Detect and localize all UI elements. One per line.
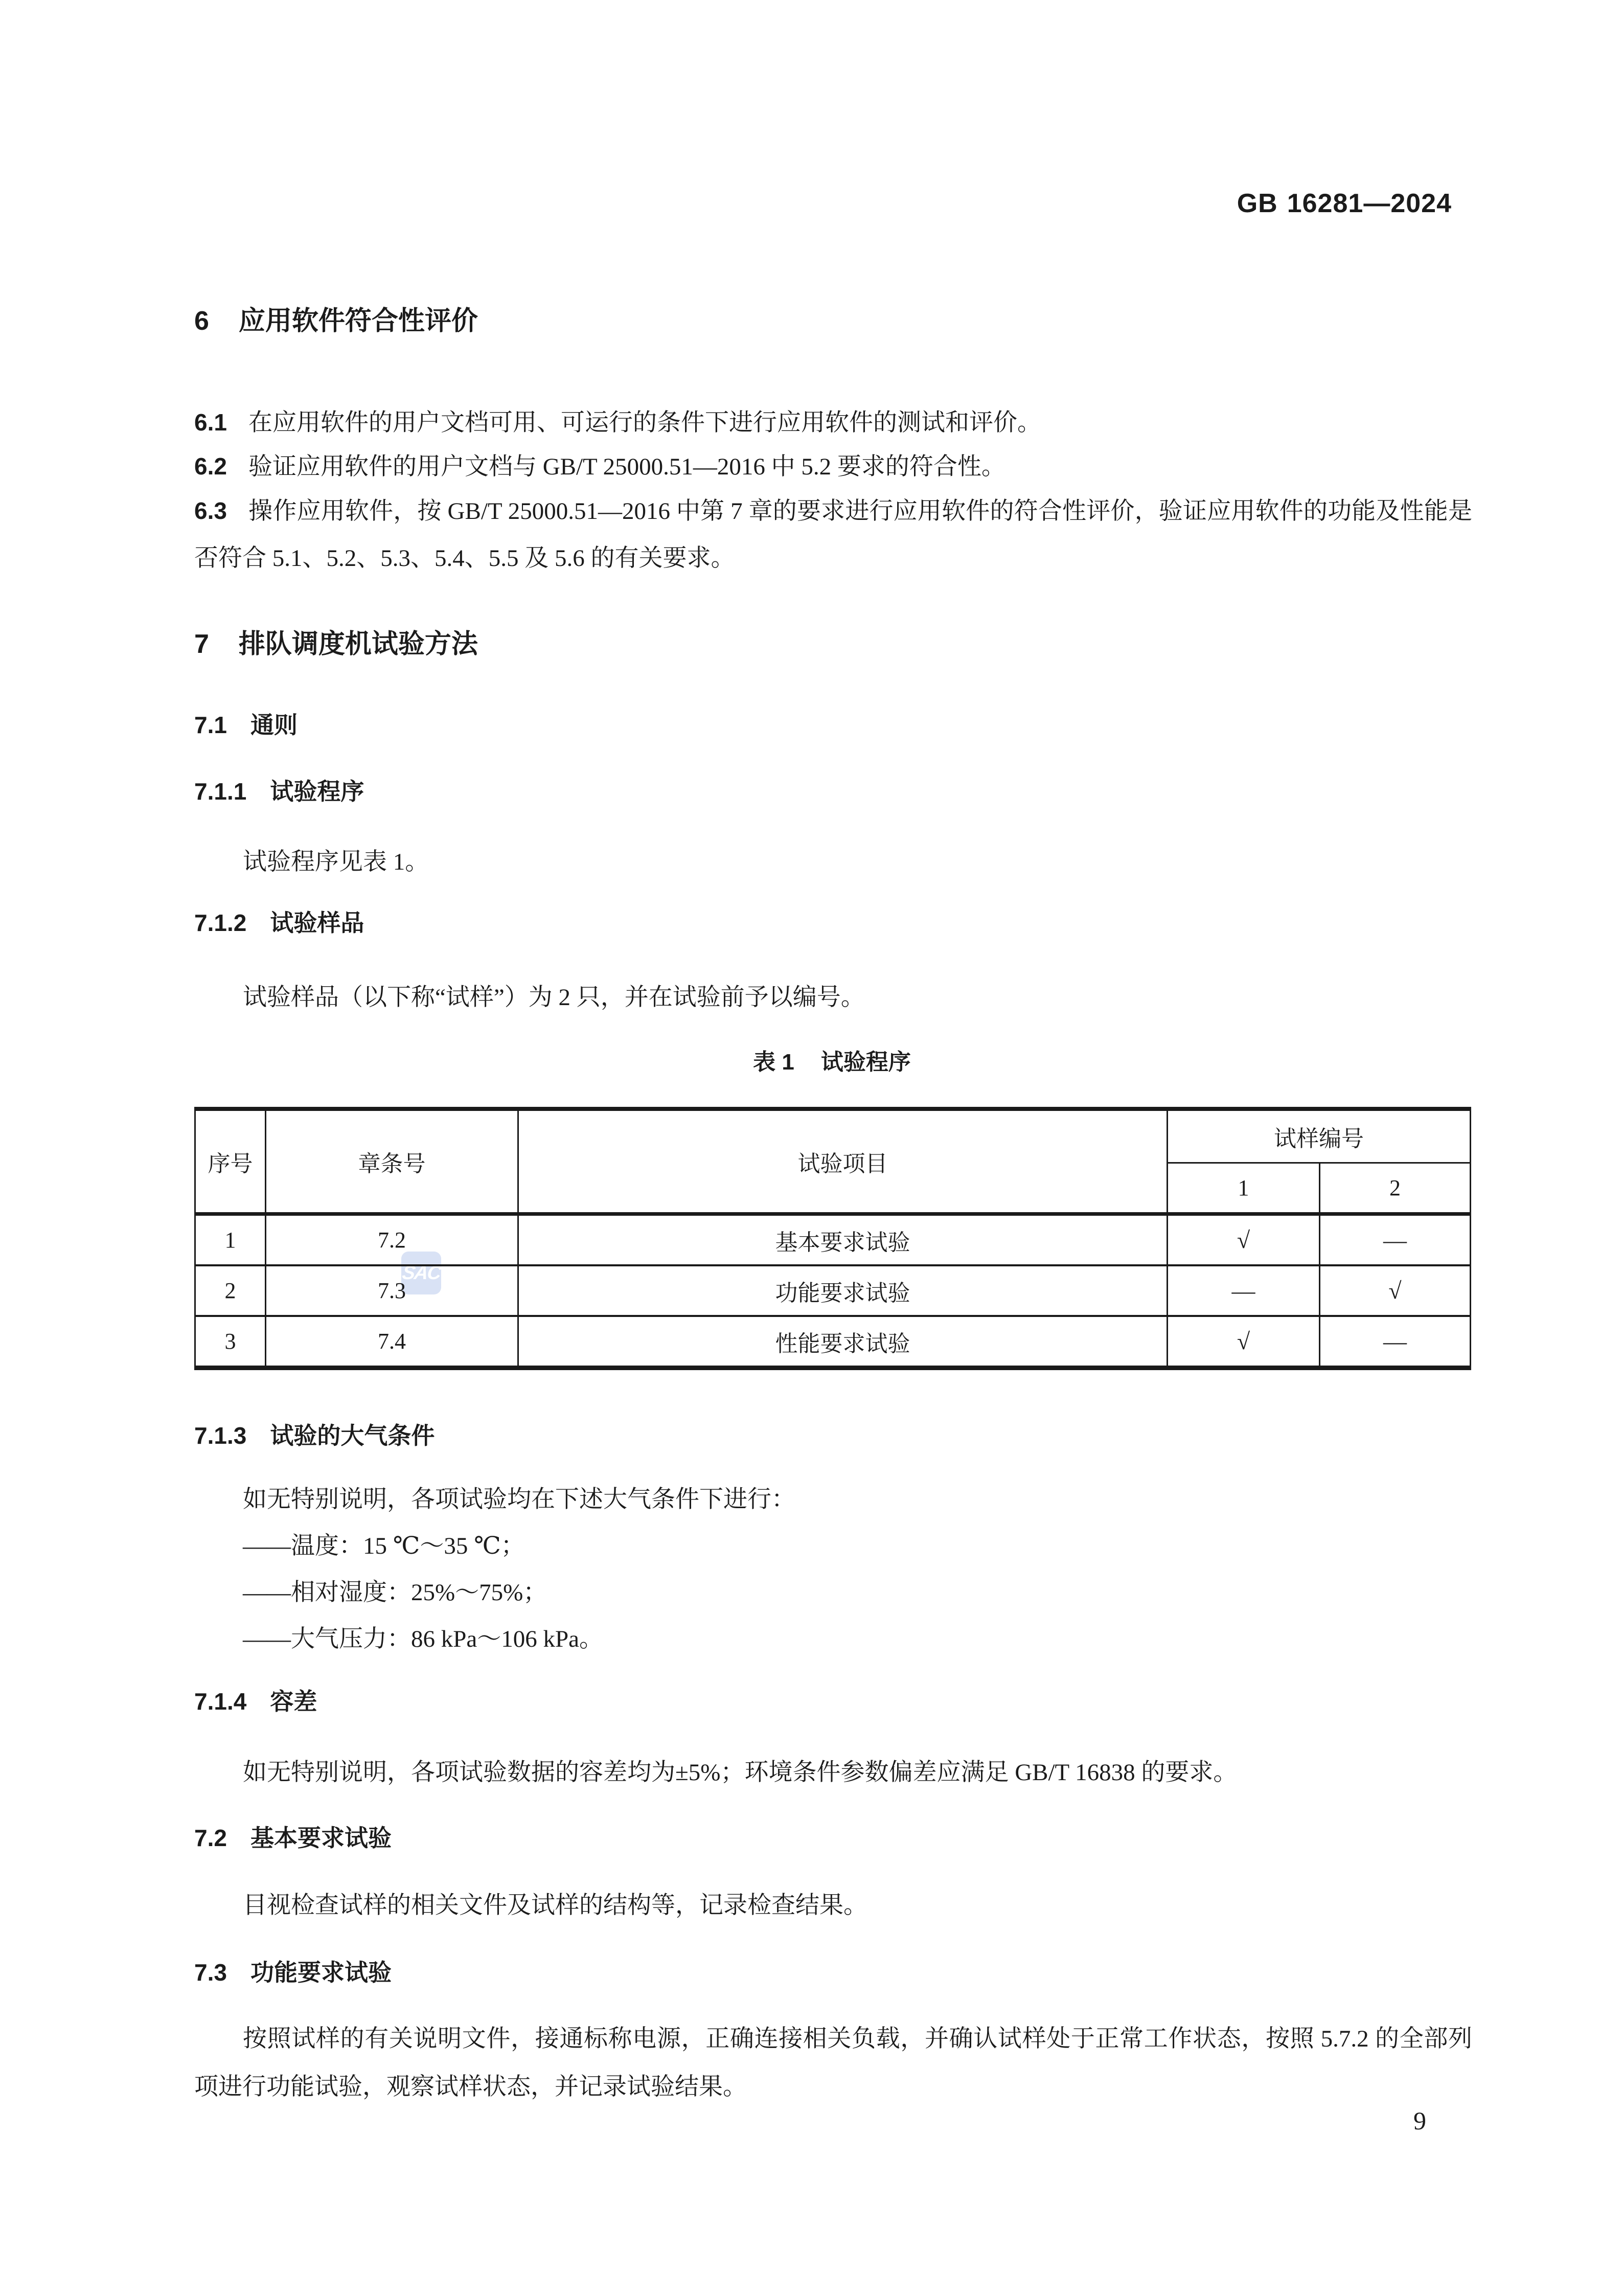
table-caption-label: 表 1	[753, 1050, 794, 1075]
cell-seq: 3	[195, 1316, 266, 1368]
paragraph-7-3: 按照试样的有关说明文件，接通标称电源，正确连接相关负载，并确认试样处于正常工作状态，按照 5.7.2 的全部列项进行功能试验，观察试样状态，并记录试验结果。	[194, 2026, 1472, 2100]
section-title: 功能要求试验	[250, 1959, 392, 1986]
list-item-humidity: ——相对湿度：25%～75%；	[243, 1579, 547, 1606]
clause-6-2	[194, 443, 1472, 490]
section-title: 通则	[250, 712, 298, 738]
paragraph-7-1-3-intro: 如无特别说明，各项试验均在下述大气条件下进行：	[243, 1486, 795, 1513]
clause-text: 验证应用软件的用户文档与 GB/T 25000.51—2016 中 5.2 要求的符合性。	[248, 453, 1005, 480]
list-item-temperature: ——温度：15 ℃～35 ℃；	[243, 1533, 525, 1559]
table-1-caption	[194, 1048, 1470, 1077]
section-title: 应用软件符合性评价	[238, 306, 478, 336]
section-7-heading	[194, 628, 1472, 661]
cell-item: 功能要求试验	[518, 1265, 1168, 1316]
clause-6-3	[194, 487, 1472, 582]
table-caption-title: 试验程序	[820, 1050, 911, 1075]
section-title: 试验的大气条件	[270, 1422, 435, 1449]
cell-sample-1: √	[1168, 1214, 1320, 1266]
paragraph-7-1-2: 试验样品（以下称“试样”）为 2 只，并在试验前予以编号。	[243, 984, 865, 1011]
section-number: 7.1.3	[194, 1422, 247, 1449]
page-number: 9	[1413, 2106, 1426, 2135]
section-title: 排队调度机试验方法	[238, 629, 478, 659]
cell-item: 基本要求试验	[518, 1214, 1168, 1266]
table-row	[195, 1214, 1471, 1266]
section-title: 容差	[270, 1688, 317, 1715]
table-row	[195, 1265, 1471, 1316]
table-header-seq: 序号	[195, 1109, 266, 1214]
standard-code-number: 16281—2024	[1287, 189, 1452, 218]
list-item-pressure: ——大气压力：86 kPa～106 kPa。	[243, 1626, 603, 1652]
paragraph-7-2: 目视检查试样的相关文件及试样的结构等，记录检查结果。	[243, 1892, 867, 1919]
section-number: 7.1.2	[194, 910, 247, 936]
section-7-1-1-heading	[194, 776, 1472, 807]
cell-seq: 1	[195, 1214, 266, 1266]
cell-item: 性能要求试验	[518, 1316, 1168, 1368]
table-row	[195, 1316, 1471, 1368]
paragraph-7-1-4: 如无特别说明，各项试验数据的容差均为±5%；环境条件参数偏差应满足 GB/T 16838 的要求。	[243, 1759, 1238, 1786]
section-7-2-heading	[194, 1823, 1472, 1853]
paragraph-7-1-1: 试验程序见表 1。	[243, 849, 429, 875]
clause-number: 6.2	[194, 453, 227, 480]
section-title: 试验样品	[270, 910, 364, 936]
table-header-sample-1: 1	[1168, 1163, 1320, 1214]
cell-clause: 7.4	[266, 1316, 518, 1368]
clause-text: 在应用软件的用户文档可用、可运行的条件下进行应用软件的测试和评价。	[248, 410, 1041, 436]
section-number: 7.1.4	[194, 1688, 247, 1715]
clause-6-1	[194, 399, 1472, 446]
clause-number: 6.3	[194, 497, 227, 524]
section-number: 7.2	[194, 1825, 227, 1851]
table-header-item: 试验项目	[518, 1109, 1168, 1214]
section-title: 基本要求试验	[250, 1825, 392, 1851]
cell-sample-2: √	[1320, 1265, 1471, 1316]
atmospheric-conditions	[194, 1476, 1472, 1663]
table-header-sample-2: 2	[1320, 1163, 1471, 1214]
cell-sample-2: —	[1320, 1214, 1471, 1266]
table-header-clause: 章条号	[266, 1109, 518, 1214]
section-7-1-2-heading	[194, 907, 1472, 938]
cell-sample-2: —	[1320, 1316, 1471, 1368]
section-number: 7.1	[194, 712, 227, 738]
standard-code-prefix: GB	[1237, 189, 1278, 218]
clause-number: 6.1	[194, 409, 227, 436]
section-7-1-3-heading	[194, 1420, 1472, 1451]
section-number: 7.3	[194, 1959, 227, 1986]
table-1-test-procedure	[194, 1107, 1471, 1370]
section-number: 7	[194, 629, 209, 659]
section-7-1-heading	[194, 710, 1472, 740]
table-header-sample-no: 试样编号	[1168, 1109, 1471, 1163]
cell-sample-1: √	[1168, 1316, 1320, 1368]
section-title: 试验程序	[270, 778, 364, 805]
clause-text: 操作应用软件，按 GB/T 25000.51—2016 中第 7 章的要求进行应用软件的符合性评价，验证应用软件的功能及性能是否符合 5.1、5.2、5.3、5.4、5.5 及 5.6 的有关要求。	[194, 498, 1472, 572]
standard-code	[1237, 188, 1452, 219]
section-number: 7.1.1	[194, 778, 247, 805]
section-7-1-4-heading	[194, 1686, 1472, 1717]
cell-seq: 2	[195, 1265, 266, 1316]
cell-clause: 7.2	[266, 1214, 518, 1266]
section-6-heading	[194, 305, 1472, 337]
cell-sample-1: —	[1168, 1265, 1320, 1316]
cell-clause: 7.3	[266, 1265, 518, 1316]
sac-watermark-text: SAC	[400, 1262, 442, 1284]
section-7-3-heading	[194, 1957, 1472, 1988]
section-number: 6	[194, 306, 209, 336]
